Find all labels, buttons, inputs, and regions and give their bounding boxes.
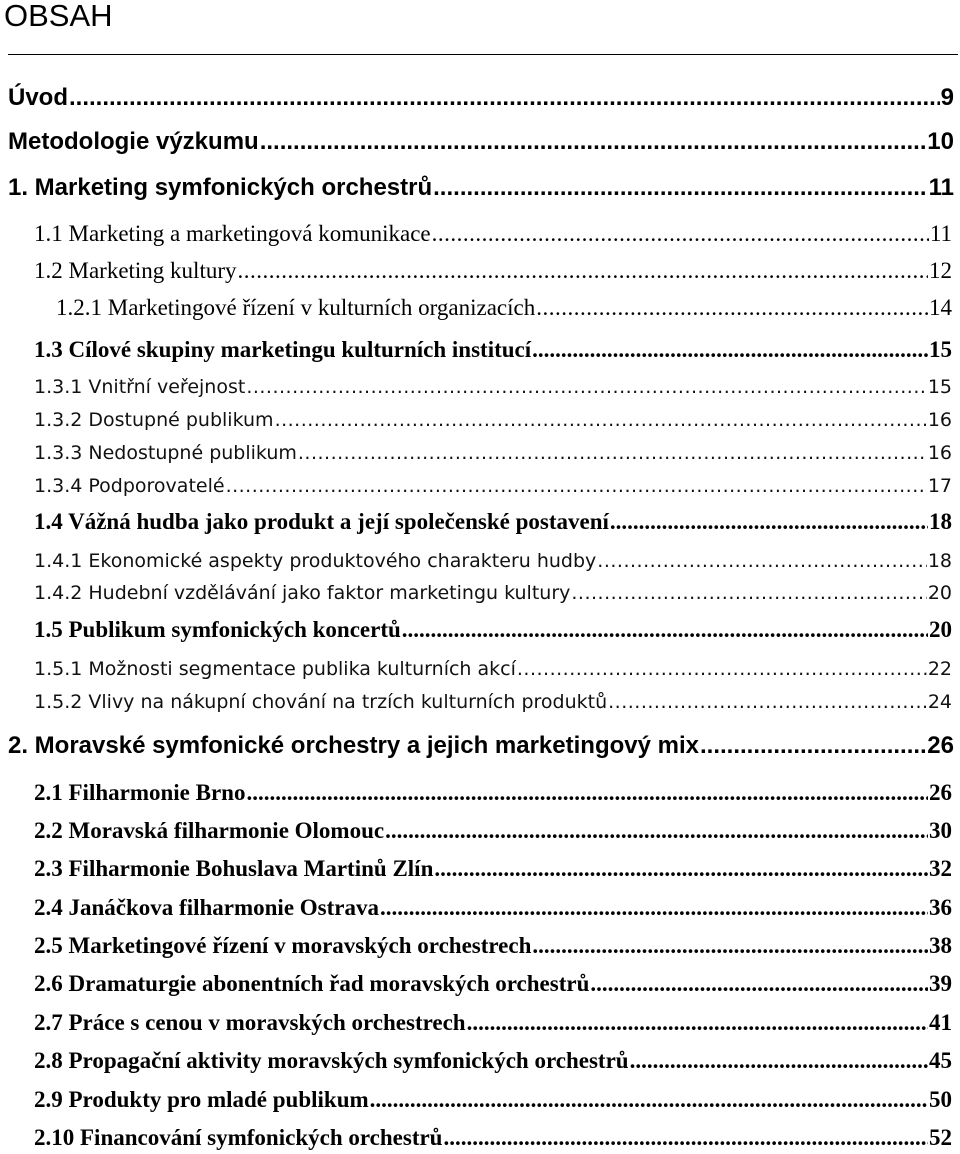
toc-entry-title: 2.5 Marketingové řízení v moravských orchestrech: [34, 933, 532, 958]
toc-entry-title: 1.5.2 Vlivy na nákupní chování na trzích kulturních produktů: [34, 691, 608, 713]
toc-entry-page: 41: [929, 1010, 952, 1035]
toc-entry[interactable]: [34, 777, 952, 809]
toc-entry-page: 39: [929, 971, 952, 996]
toc-dot-leader: [68, 82, 940, 114]
toc-dot-leader: [259, 126, 927, 158]
toc-entry-page: 26: [929, 780, 952, 805]
toc-entry-page: 52: [929, 1125, 952, 1150]
toc-entry[interactable]: [34, 815, 952, 847]
toc-dot-leader: [384, 815, 928, 847]
toc-entry-title: Úvod: [8, 84, 68, 111]
toc-dot-leader: [516, 653, 927, 685]
toc-dot-leader: [699, 730, 926, 762]
toc-dot-leader: [609, 506, 928, 538]
toc-dot-leader: [531, 334, 928, 366]
toc-entry-title: 1.4 Vážná hudba jako produkt a její společenské postavení: [34, 509, 609, 534]
toc-entry-title: 1.4.1 Ekonomické aspekty produktového charakteru hudby: [34, 550, 597, 572]
toc-entry-title: 1.2 Marketing kultury: [34, 258, 237, 283]
toc-entry-page: 26: [927, 732, 954, 759]
toc-dot-leader: [531, 930, 928, 962]
toc-entry[interactable]: [34, 968, 952, 1000]
toc-dot-leader: [274, 404, 927, 436]
toc-entry-title: 2.6 Dramaturgie abonentních řad moravských orchestrů: [34, 971, 590, 996]
toc-entry-title: 1.4.2 Hudební vzdělávání jako faktor marketingu kultury: [34, 582, 571, 604]
toc-entry-title: 2.7 Práce s cenou v moravských orchestrech: [34, 1010, 466, 1035]
toc-entry-title: 1.3.3 Nedostupné publikum: [34, 442, 297, 464]
toc-dot-leader: [369, 1084, 928, 1116]
toc-dot-leader: [401, 614, 928, 646]
toc-dot-leader: [245, 371, 927, 403]
toc-entry-title: 1.1 Marketing a marketingová komunikace: [34, 221, 431, 246]
toc-dot-leader: [225, 470, 927, 502]
toc-entry[interactable]: [34, 853, 952, 885]
toc-dot-leader: [379, 892, 928, 924]
toc-dot-leader: [245, 777, 928, 809]
toc-entry-page: 36: [929, 895, 952, 920]
toc-entry-title: 2.8 Propagační aktivity moravských symfonických orchestrů: [34, 1048, 629, 1073]
toc-entry-title: 2.10 Financování symfonických orchestrů: [34, 1125, 443, 1150]
toc-dot-leader: [237, 255, 929, 287]
toc-entry-title: 2.3 Filharmonie Bohuslava Martinů Zlín: [34, 856, 434, 881]
toc-entry-title: 1.5.1 Možnosti segmentace publika kulturních akcí: [34, 658, 516, 680]
toc-entry-page: 45: [929, 1048, 952, 1073]
toc-entry-title: 1.3 Cílové skupiny marketingu kulturních institucí: [34, 337, 532, 362]
toc-entry[interactable]: [34, 371, 952, 403]
toc-entry-page: 20: [929, 617, 952, 642]
toc-entry-page: 32: [929, 856, 952, 881]
toc-dot-leader: [466, 1007, 928, 1039]
toc-dot-leader: [570, 577, 926, 609]
toc-entry[interactable]: [8, 126, 954, 158]
toc-entry-title: 1.3.4 Podporovatelé: [34, 475, 225, 497]
toc-dot-leader: [431, 218, 929, 250]
toc-entry-page: 11: [928, 174, 954, 201]
toc-entry-title: 2. Moravské symfonické orchestry a jejich marketingový mix: [8, 732, 699, 759]
toc-entry-title: 2.1 Filharmonie Brno: [34, 780, 246, 805]
toc-entry-page: 16: [927, 442, 952, 464]
toc-entry[interactable]: [8, 730, 954, 762]
toc-dot-leader: [607, 686, 927, 718]
toc-entry-page: 18: [927, 550, 952, 572]
toc-entry[interactable]: [34, 334, 952, 366]
toc-entry-page: 17: [927, 475, 952, 497]
toc-entry[interactable]: [34, 686, 952, 718]
toc-entry-title: 1.3.1 Vnitřní veřejnost: [34, 376, 246, 398]
toc-entry-title: Metodologie výzkumu: [8, 128, 259, 155]
toc-entry[interactable]: [34, 653, 952, 685]
toc-entry-title: 1.5 Publikum symfonických koncertů: [34, 617, 401, 642]
toc-dot-leader: [433, 853, 928, 885]
toc-entry[interactable]: [34, 218, 952, 250]
toc-entry[interactable]: [56, 292, 952, 324]
toc-entry[interactable]: [34, 545, 952, 577]
toc-entry-title: 2.4 Janáčkova filharmonie Ostrava: [34, 895, 379, 920]
toc-entry-page: 22: [927, 658, 952, 680]
toc-entry-page: 50: [929, 1087, 952, 1112]
toc-entry-page: 18: [929, 509, 952, 534]
toc-entry-page: 9: [940, 84, 954, 111]
toc-entry[interactable]: [34, 577, 952, 609]
page-title: OBSAH: [4, 0, 113, 33]
toc-entry-page: 11: [929, 221, 952, 246]
toc-entry[interactable]: [34, 930, 952, 962]
toc-entry[interactable]: [34, 1122, 952, 1154]
toc-entry-page: 16: [927, 409, 952, 431]
toc-entry-title: 1. Marketing symfonických orchestrů: [8, 174, 433, 201]
toc-entry-page: 30: [929, 818, 952, 843]
toc-dot-leader: [629, 1045, 928, 1077]
toc-entry[interactable]: [34, 470, 952, 502]
toc-entry-page: 38: [929, 933, 952, 958]
toc-entry-page: 14: [929, 295, 952, 320]
toc-entry[interactable]: [34, 404, 952, 436]
toc-entry-title: 2.9 Produkty pro mladé publikum: [34, 1087, 369, 1112]
toc-dot-leader: [442, 1122, 928, 1154]
toc-entry-page: 12: [929, 258, 952, 283]
toc-entry-title: 1.2.1 Marketingové řízení v kulturních organizacích: [56, 295, 536, 320]
toc-dot-leader: [297, 437, 927, 469]
toc-entry[interactable]: [34, 892, 952, 924]
toc-entry-page: 10: [927, 128, 954, 155]
toc-entry[interactable]: [34, 255, 952, 287]
toc-entry[interactable]: [34, 1007, 952, 1039]
toc-entry[interactable]: [34, 614, 952, 646]
toc-entry[interactable]: [34, 437, 952, 469]
toc-entry-page: 20: [927, 582, 952, 604]
toc-entry-page: 15: [929, 337, 952, 362]
toc-entry-page: 15: [927, 376, 952, 398]
toc-dot-leader: [432, 172, 927, 204]
toc-entry[interactable]: [34, 1084, 952, 1116]
toc-dot-leader: [596, 545, 927, 577]
toc-entry-title: 1.3.2 Dostupné publikum: [34, 409, 274, 431]
toc-entry-title: 2.2 Moravská filharmonie Olomouc: [34, 818, 385, 843]
toc-dot-leader: [535, 292, 928, 324]
toc-entry[interactable]: [34, 506, 952, 538]
toc-entry[interactable]: [34, 1045, 952, 1077]
toc-dot-leader: [589, 968, 928, 1000]
toc-entry-page: 24: [927, 691, 952, 713]
toc-entry[interactable]: [8, 172, 954, 204]
toc-entry[interactable]: [8, 82, 954, 114]
